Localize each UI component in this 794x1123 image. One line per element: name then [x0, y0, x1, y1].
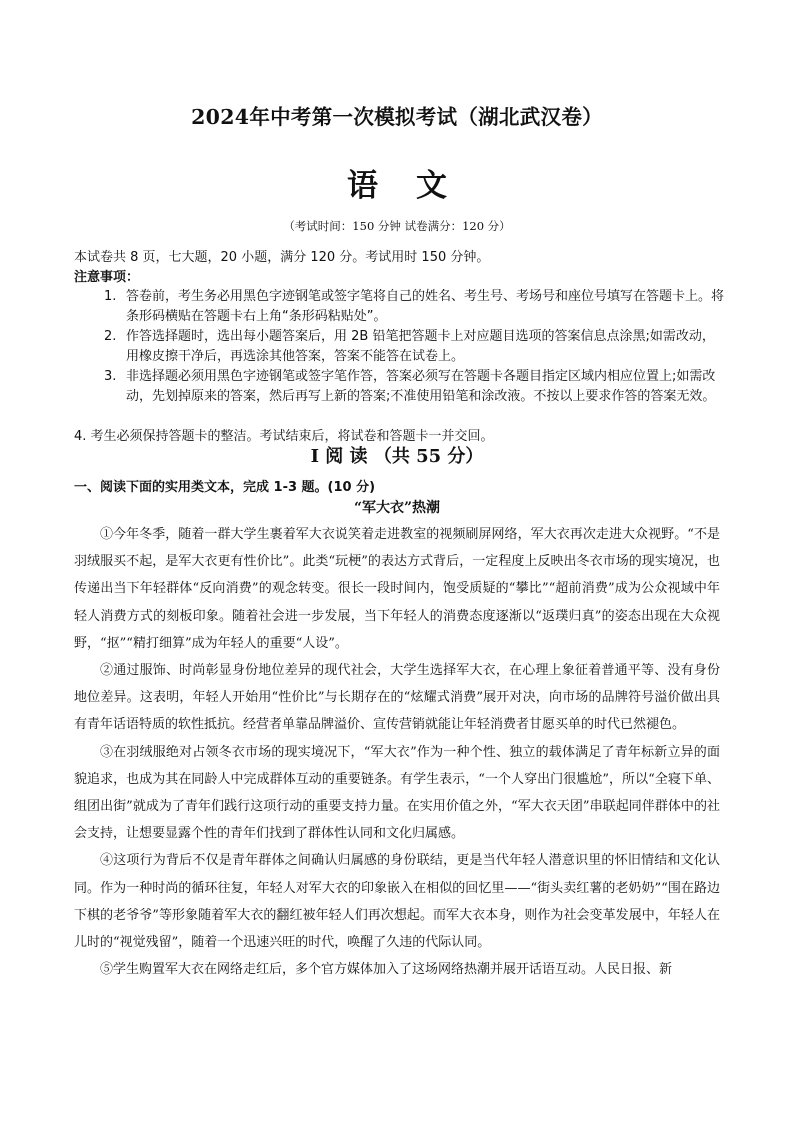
notice-item	[104, 367, 724, 407]
notice-item	[104, 287, 724, 327]
article-paragraph: ②通过服饰、时尚彰显身份地位差异的现代社会，大学生选择军大衣，在心理上象征着普通平等、没有身份地位差异。这表明，年轻人开始用“性价比”与长期存在的“炫耀式消费”展开对决，向市场的品牌符号溢价做出具有青年话语特质的软性抵抗。经营者单靠品牌溢价、宣传营销就能让年轻消费者甘愿买单的时代已然褪色。	[74, 663, 720, 733]
question-heading: 一、阅读下面的实用类文本，完成 1-3 题。(10 分)	[74, 480, 376, 495]
article-paragraph: ⑤学生购置军大衣在网络走红后，多个官方媒体加入了这场网络热潮并展开话语互动。人民日报、新	[100, 962, 673, 978]
notice-list	[104, 287, 724, 407]
article-body	[74, 521, 720, 983]
exam-intro: 本试卷共 8 页，七大题，20 小题，满分 120 分。考试用时 150 分钟。	[74, 250, 490, 265]
article-paragraph: ③在羽绒服绝对占领冬衣市场的现实境况下，“军大衣”作为一种个性、独立的载体满足了青年标新立异的面貌追求，也成为其在同龄人中完成群体互动的重要链条。有学生表示，“一个人穿出门很尴尬”，所以“全寝下单、组团出街”就成为了青年们践行这项行动的重要支持力量。在实用价值之外，“军大衣天团”串联起同伴群体中的社会支持，让想要显露个性的青年们找到了群体性认同和文化归属感。	[74, 744, 720, 842]
notice-item-4: 4. 考生必须保持答题卡的整洁。考试结束后，将试卷和答题卡一并交回。	[74, 429, 494, 444]
notice-item-number: 3.	[104, 369, 117, 384]
article-paragraph: ④这项行为背后不仅是青年群体之间确认归属感的身份联结，更是当代年轻人潜意识里的怀旧情结和文化认同。作为一种时尚的循环往复，年轻人对军大衣的印象嵌入在相似的回忆里——“街头卖红薯的老奶奶”“围在路边下棋的老爷爷”等形象随着军大衣的翻红被年轻人们再次想起。而军大衣本身，则作为社会变革发展中，年轻人在儿时的“视觉残留”，随着一个迅速兴旺的时代，唤醒了久违的代际认同。	[74, 853, 720, 951]
subject-char-1: 语	[347, 168, 378, 204]
notice-item-text: 非选择题必须用黑色字迹钢笔或签字笔作答，答案必须写在答题卡各题目指定区域内相应位置上;如需改动，先划掉原来的答案，然后再写上新的答案;不准使用铅笔和涂改液。不按以上要求作答的答案无效。	[126, 369, 716, 404]
article-paragraph: ①今年冬季，随着一群大学生裹着军大衣说笑着走进教室的视频刷屏网络，军大衣再次走进大众视野。“不是羽绒服买不起，是军大衣更有性价比”。此类“玩梗”的表达方式背后，一定程度上反映出冬衣市场的现实境况，也传递出当下年轻群体“反向消费”的观念转变。很长一段时间内，饱受质疑的“攀比”“超前消费”成为公众视域中年轻人消费方式的刻板印象。随着社会进一步发展，当下年轻人的消费态度逐渐以“返璞归真”的姿态出现在大众视野，“抠”“精打细算”成为年轻人的重要“人设”。	[74, 527, 720, 651]
notice-item-text: 作答选择题时，选出每小题答案后，用 2B 铅笔把答题卡上对应题目选项的答案信息点涂黑;如需改动，用橡皮擦干净后，再选涂其他答案，答案不能答在试卷上。	[126, 329, 715, 364]
notice-item	[104, 327, 724, 367]
article-title: “军大衣”热潮	[353, 500, 441, 516]
part-heading: Ⅰ 阅 读 （共 55 分）	[310, 446, 484, 467]
notice-heading: 注意事项：	[74, 270, 140, 285]
notice-item-number: 1.	[104, 289, 117, 304]
exam-time-info: （考试时间：150 分钟 试卷满分：120 分）	[283, 219, 511, 233]
notice-item-number: 2.	[104, 329, 117, 344]
subject-char-2: 文	[416, 168, 447, 204]
subject-title	[0, 160, 794, 205]
exam-title: 2024年中考第一次模拟考试（湖北武汉卷）	[191, 105, 603, 129]
notice-item-text: 答卷前，考生务必用黑色字迹钢笔或签字笔将自己的姓名、考生号、考场号和座位号填写在答题卡上。将条形码横贴在答题卡右上角“条形码粘贴处”。	[126, 289, 725, 324]
